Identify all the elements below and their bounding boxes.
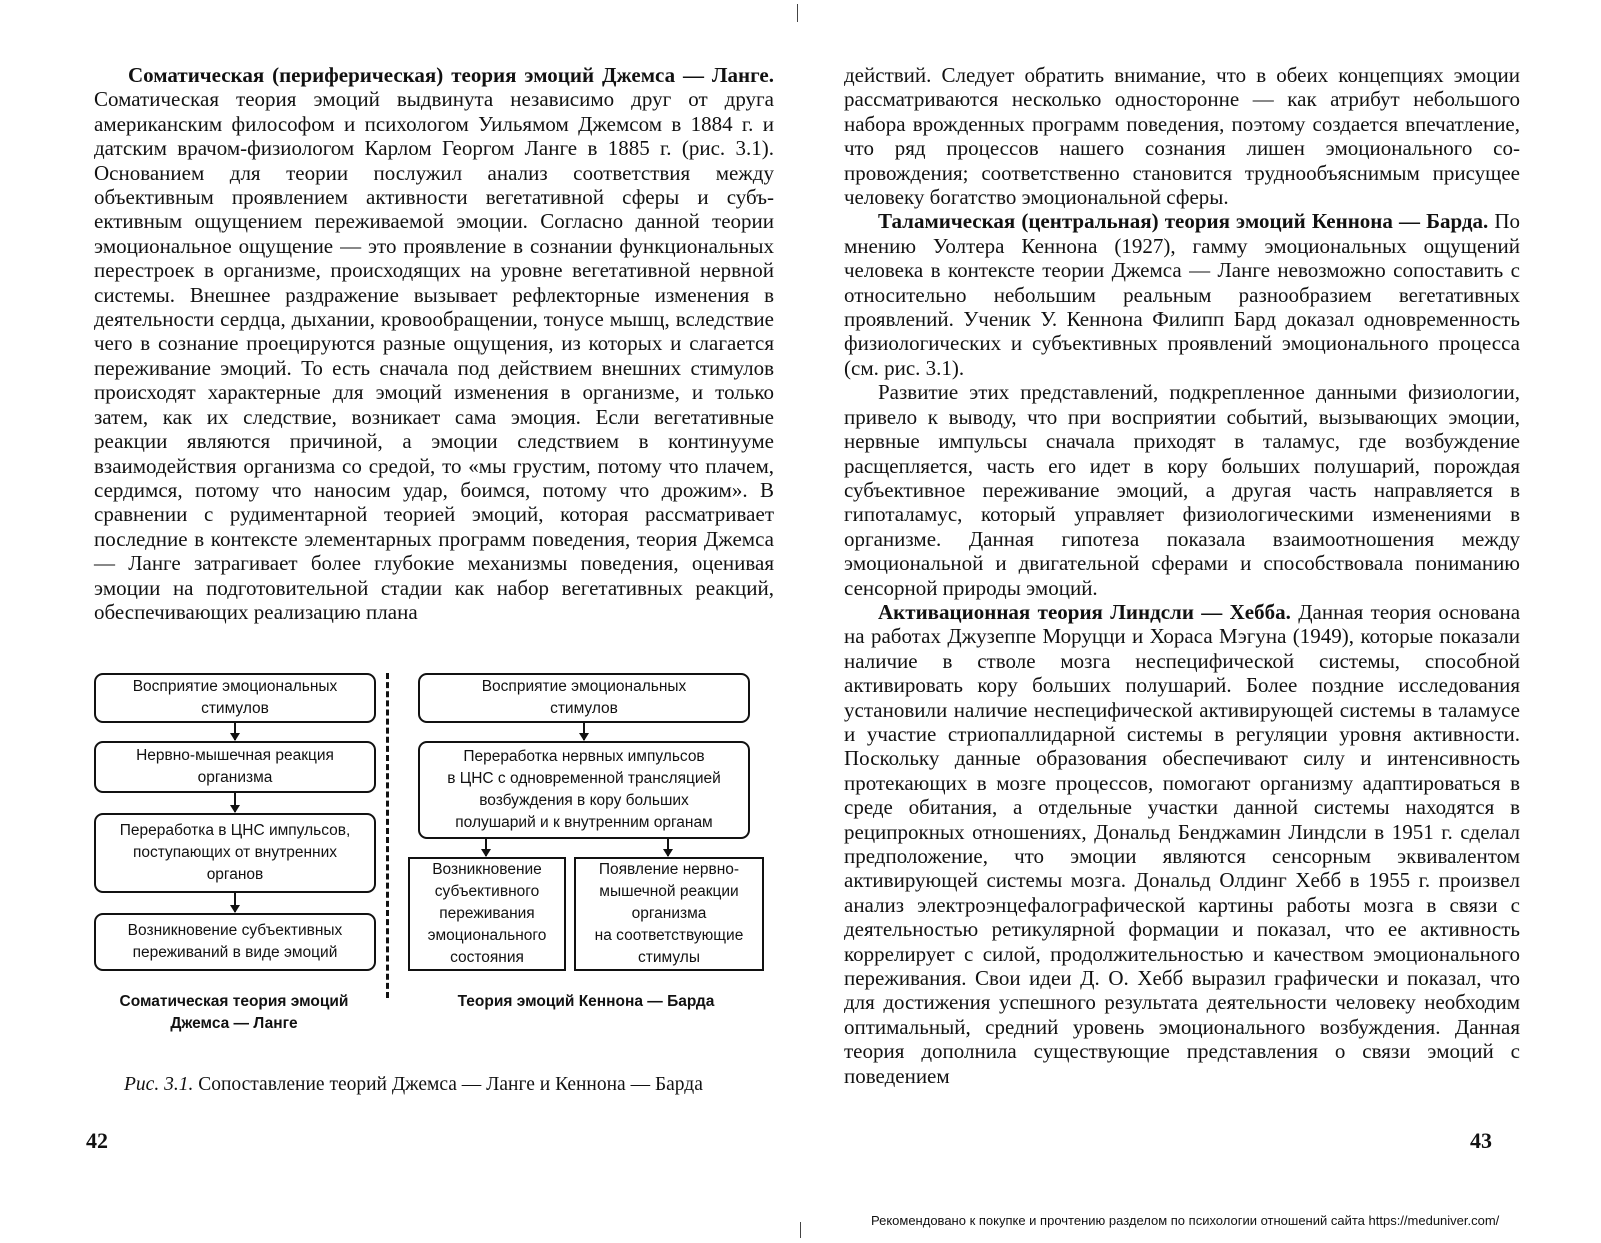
arrow-icon xyxy=(485,839,487,856)
page-number: 43 xyxy=(1470,1128,1492,1153)
left-box-3: Переработка в ЦНС импульсов, поступающих от внутренних органов xyxy=(94,813,376,893)
paragraph-body: По мнению Уолтера Кеннона (1927), гамму эмоциональных ощущений человека в контексте теории Джемса — Ланге невозможно сопоставить с относительно небольшим реальным разнообразием вегетативных проявлений. Ученик У. Кеннона Филипп Бард доказал одновременность физиологических и субъективных проявлений эмоционального процесса (см. рис. 3.1). xyxy=(844,209,1521,380)
watermark-text: Рекомендовано к покупке и прочтению разделом по психологии отношений сайта https://meduniver.com/ xyxy=(871,1213,1500,1228)
arrow-icon xyxy=(234,723,236,740)
figure-caption-text: Сопоставление теорий Джемса — Ланге и Кеннона — Барда xyxy=(193,1074,703,1095)
figure-caption-label: Рис. 3.1. xyxy=(124,1074,194,1095)
flow-diagram xyxy=(94,673,784,1053)
figure-caption xyxy=(124,1074,703,1096)
left-box-4: Возникновение субъективных переживаний в виде эмоций xyxy=(94,913,376,971)
arrow-icon xyxy=(667,839,669,856)
paragraph-title: Активационная теория Линдсли — Хебба. xyxy=(878,599,1291,624)
right-page xyxy=(800,0,1601,1243)
arrow-icon xyxy=(234,893,236,912)
arrow-icon xyxy=(583,723,585,740)
paragraph-title: Соматическая (периферическая) теория эмоций Джемса — Ланге. xyxy=(128,63,774,87)
page-number: 42 xyxy=(86,1128,108,1153)
paragraph-somatic-theory xyxy=(94,63,774,624)
paragraph-activation-theory xyxy=(844,600,1520,1088)
diagram-divider xyxy=(386,673,389,998)
paragraph-continuation: действий. Следует обратить внимание, что в обеих концепциях эмоции рассматриваются несколько односторонне — как атрибут небольшого набора врожденных программ поведения, поэтому создается впечатление, что ряд процессов нашего сознания лишен эмоционального сопровождения; соответственно становится труднообъяснимым присущее человеку богатство эмоциональной сферы. xyxy=(844,63,1520,210)
left-box-1: Восприятие эмоциональных стимулов xyxy=(94,673,376,723)
paragraph-body: Соматическая теория эмоций выдвинута независимо друг от друга американским философом и психологом Уильямом Джемсом в 1884 г. и датским врачом-физиологом Карлом Георгом Ланге в 1885 г. (рис. 3.1). Основанием для теории послужил анализ соответствия между объективным проявлением активности вегетативной сферы и субъективным ощущением переживаемой эмоции. Согласно данной теории эмоциональное ощущение — это проявление в сознании функциональных перестроек в организме, происходящих на уровне вегетативной нервной системы. Внешнее раздражение вызывает рефлекторные изменения в деятельности сердца, дыхании, кровообращении, тонусе мышц, вследствие чего в сознание проецируются разные ощущения, из которых и слагается переживание эмоций. То есть сначала под действием внешних стимулов происходят характерные для эмоций изменения в организме, и только затем, как их следствие, возникает сама эмоция. Если вегетативные реакции являются причиной, а эмоции следствием в континууме взаимодействия организма со средой, то «мы грустим, потому что плачем, сердимся, потому что наносим удар, боимся, потому что дрожим». В сравнении с рудиментарной теорией эмоций, которая рассматривает последние в контексте элементарных программ поведения, теория Джемса — Ланге затрагивает более глубокие механизмы поведения, оценивая эмоции на подготовительной стадии как набор вегетативных реакций, обеспечивающих реализацию плана xyxy=(94,87,774,624)
arrow-icon xyxy=(234,793,236,812)
paragraph-body: Данная теория основана на работах Джузеппе Моруцци и Хораса Мэгуна (1949), которые показали наличие в стволе мозга неспецифической системы, способной активировать кору больших полушарий. Более поздние исследования установили наличие неспецифической активирующей системы в таламусе и участие стриопаллидарной системы в регуляции уровня активности. Поскольку данные образования обеспечивают силу и интенсивность протекающих в мозге процессов, помогают организму адаптироваться в среде обитания, а отдельные участки данной системы находятся в реципрокных отношениях, Дональд Бенджамин Линдсли в 1951 г. сделал предположение, что эмоции являются сенсорным эквивалентом активирующей системы мозга. Дональд Олдинг Хебб в 1955 г. произвел анализ электроэнцефалографической картины работы мозга в связи с деятельностью ретикулярной формации и показал, что ее активность коррелирует с силой, продолжительностью и качеством эмоционального переживания. Свои идеи Д. О. Хебб выразил графически и показал, что для достижения успешного результата деятельности человеку необходим оптимальный, средний уровень эмоционального возбуждения. Данная теория дополнила существующие представления о связи эмоций с поведением xyxy=(844,599,1521,1088)
paragraph-thalamic-theory xyxy=(844,209,1520,380)
left-page xyxy=(0,0,800,1243)
right-diagram-caption: Теория эмоций Кеннона — Барда xyxy=(457,993,715,1010)
paragraph-title: Таламическая (центральная) теория эмоций Кеннона — Барда. xyxy=(878,209,1489,234)
left-diagram-caption: Соматическая теория эмоций Джемса — Ланге xyxy=(119,993,349,1032)
left-box-2: Нервно-мышечная реакция организма xyxy=(94,741,376,793)
left-page-text xyxy=(94,63,774,624)
right-box-1: Восприятие эмоциональных стимулов xyxy=(418,673,750,723)
right-box-4: Появление нервно- мышечной реакции организма на соответствующие стимулы xyxy=(574,857,764,971)
right-page-text xyxy=(844,63,1520,1088)
right-box-2: Переработка нервных импульсов в ЦНС с одновременной трансляцией возбуждения в кору больших полушарий и к внутренним органам xyxy=(418,741,750,839)
paragraph-development: Развитие этих представлений, подкрепленное данными физиологии, привело к выводу, что при восприятии событий, вызывающих эмоции, нервные импульсы сначала приходят в таламус, где возбуждение расщепляется, часть его идет в кору больших полушарий, порождая субъективное переживание эмоций, а другая часть направляется в гипоталамус, который управляет физиологическими изменениями в организме. Данная гипотеза показала взаимоотношения между эмоциональной и двигательной сферами и способствовала пониманию сенсорной природы эмоций. xyxy=(844,380,1520,600)
right-box-3: Возникновение субъективного переживания эмоционального состояния xyxy=(408,857,566,971)
